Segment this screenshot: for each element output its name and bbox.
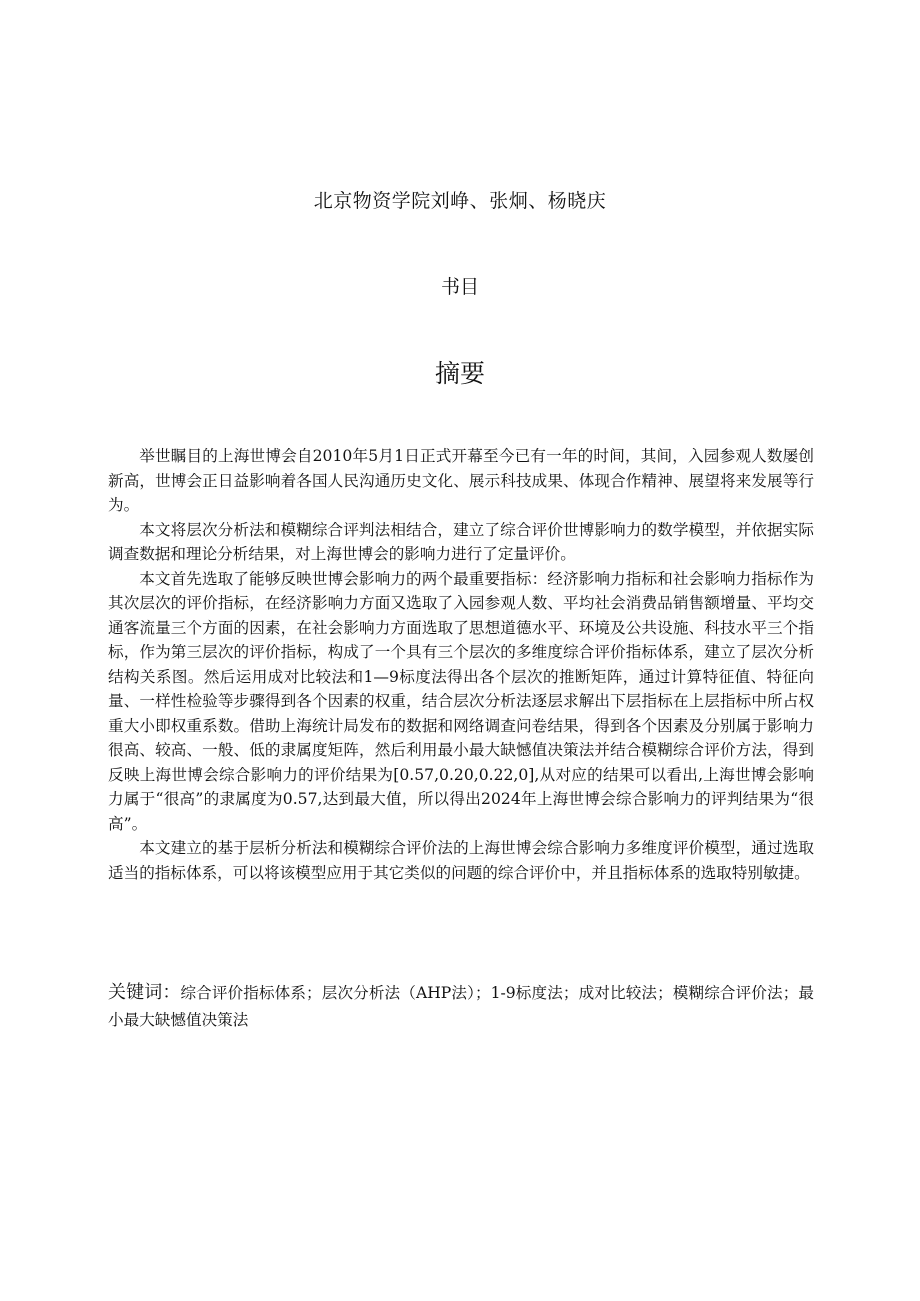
- toc-heading: 书目: [440, 276, 479, 298]
- abstract-heading: 摘要: [434, 359, 485, 388]
- keywords-block: [108, 979, 814, 1034]
- abstract-paragraph-2: 本文将层次分析法和模糊综合评判法相结合，建立了综合评价世博影响力的数学模型，并依据实际调查数据和理论分析结果，对上海世博会的影响力进行了定量评价。: [108, 520, 814, 563]
- abstract-paragraph-3: 本文首先选取了能够反映世博会影响力的两个最重要指标：经济影响力指标和社会影响力指标作为其次层次的评价指标，在经济影响力方面又选取了入园参观人数、平均社会消费品销售额增量、平均交通客流量三个方面的因素，在社会影响力方面选取了思想道德水平、环境及公共设施、科技水平三个指标，作为第三层次的评价指标，构成了一个具有三个层次的多维度综合评价指标体系，建立了层次分析结构关系图。然后运用成对比较法和1—9标度法得出各个层次的推断矩阵，通过计算特征值、特征向量、一样性检验等步骤得到各个因素的权重，结合层次分析法逐层求解出下层指标在上层指标中所占权重大小即权重系数。借助上海统计局发布的数据和网络调查问卷结果，得到各个因素及分别属于影响力很高、较高、一般、低的隶属度矩阵，然后利用最小最大缺憾值决策法并结合模糊综合评价方法，得到反映上海世博会综合影响力的评价结果为[0.57,0.20,0.22,0],从对应的结果可以看出,上海世博会影响力属于“很高”的隶属度为0.57,达到最大值，所以得出2024年上海世博会综合影响力的评判结果为“很高”。: [108, 569, 814, 833]
- author-line: 北京物资学院刘峥、张炯、杨晓庆: [313, 190, 607, 212]
- abstract-body: [108, 444, 814, 885]
- keywords-text: 综合评价指标体系；层次分析法（AHP法）；1-9标度法；成对比较法；模糊综合评价法；最小最大缺憾值决策法: [108, 984, 815, 1029]
- abstract-paragraph-1: 举世瞩目的上海世博会自2010年5月1日正式开幕至今已有一年的时间，其间，入园参观人数屡创新高，世博会正日益影响着各国人民沟通历史文化、展示科技成果、体现合作精神、展望将来发展等行为。: [108, 447, 814, 514]
- keywords-label: 关键词：: [108, 982, 181, 1003]
- abstract-paragraph-4: 本文建立的基于层析分析法和模糊综合评价法的上海世博会综合影响力多维度评价模型，通过选取适当的指标体系，可以将该模型应用于其它类似的问题的综合评价中，并且指标体系的选取特别敏捷。: [108, 839, 814, 882]
